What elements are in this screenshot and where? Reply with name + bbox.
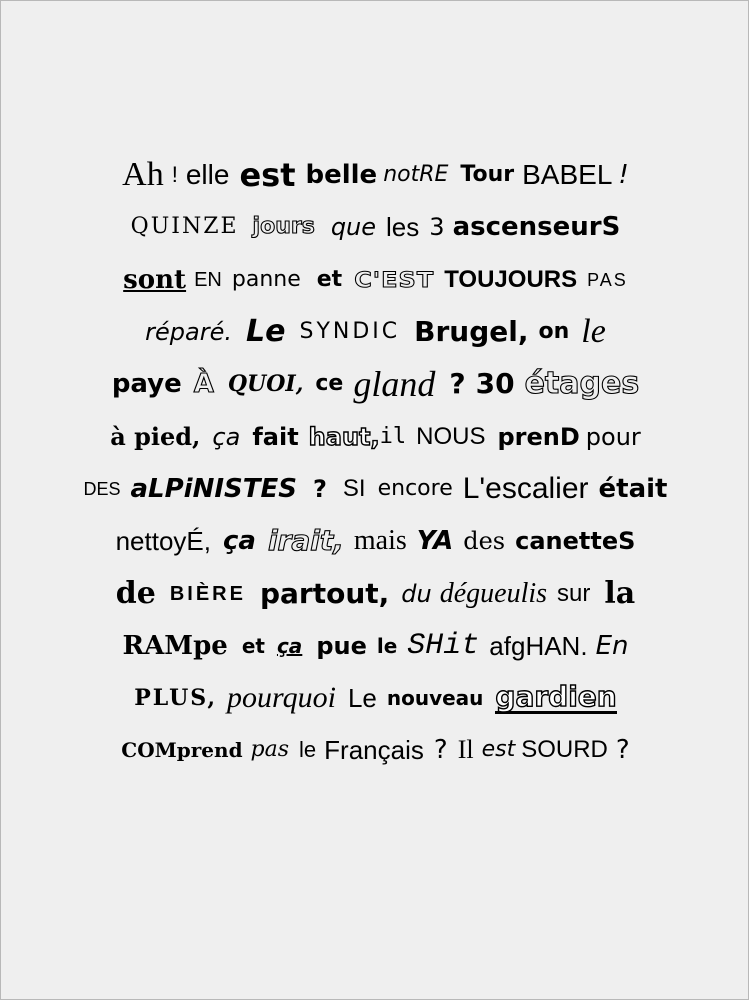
text-line <box>23 620 728 672</box>
text-line <box>23 306 728 358</box>
word: ça <box>212 422 241 451</box>
text-line <box>23 149 728 201</box>
word: sont <box>123 264 187 295</box>
word: pue <box>316 631 367 660</box>
word: notRE <box>383 162 449 188</box>
word: il <box>379 423 407 449</box>
text-line <box>23 672 728 724</box>
ransom-note-text <box>23 149 728 777</box>
word: réparé. <box>145 318 233 347</box>
word: RAMpe <box>122 630 228 661</box>
word: est <box>239 156 296 195</box>
word: COMprend <box>121 738 243 763</box>
word: C'EST <box>354 267 435 293</box>
word: le <box>581 313 606 351</box>
text-line <box>23 724 728 776</box>
word: Le <box>246 314 286 350</box>
word: EN <box>194 268 222 291</box>
word: était <box>598 473 668 504</box>
text-line <box>23 410 728 462</box>
word: YA <box>416 526 454 557</box>
word: paye <box>111 369 182 400</box>
word: SOURD <box>521 736 608 764</box>
word: nouveau <box>386 686 484 711</box>
word: QUOI, <box>227 371 304 398</box>
word: pour <box>585 422 641 451</box>
word: En <box>595 630 629 661</box>
word: on <box>538 319 570 345</box>
word: SYNDIC <box>299 319 401 345</box>
word: QUINZE <box>130 214 239 240</box>
word: ce <box>315 371 344 397</box>
word: 3 <box>429 213 445 242</box>
text-line <box>23 254 728 306</box>
text-line <box>23 463 728 515</box>
word: SI <box>342 474 366 502</box>
word: Tour <box>460 162 515 188</box>
word: À <box>193 369 214 400</box>
word: aLPiNISTES <box>130 473 297 504</box>
word: ? <box>615 735 630 766</box>
word: irait, <box>267 524 344 558</box>
word: étages <box>524 366 640 402</box>
word: fait <box>252 422 299 451</box>
word: Ah <box>122 156 164 194</box>
word: Brugel, <box>414 315 529 349</box>
word: BIÈRE <box>169 582 246 605</box>
word: 30 <box>475 367 515 401</box>
word: ? <box>312 474 327 503</box>
word: que <box>330 213 377 242</box>
word: panne <box>231 266 301 292</box>
word: le <box>376 633 398 658</box>
word: BABEL <box>522 159 613 191</box>
word: L'escalier <box>462 471 589 505</box>
word: NOUS <box>416 422 486 450</box>
word: jours <box>252 214 315 240</box>
word: sur <box>557 579 591 607</box>
word: la <box>604 575 636 611</box>
word: PAS <box>587 269 628 290</box>
word: PLUS, <box>134 685 218 712</box>
word: est <box>481 737 516 763</box>
text-line <box>23 201 728 253</box>
word: gardien <box>495 679 617 713</box>
word: ? <box>449 367 466 401</box>
word: à pied, <box>110 421 201 451</box>
text-line <box>23 358 728 410</box>
word: pas <box>250 737 290 763</box>
word: mais <box>353 525 407 557</box>
word: et <box>316 266 343 292</box>
word: ? <box>433 735 448 766</box>
word: canetteS <box>515 527 636 556</box>
word: haut, <box>308 422 380 451</box>
word: ! <box>171 162 178 188</box>
text-line <box>23 567 728 619</box>
word: dégueulis <box>439 577 548 609</box>
word: de <box>115 575 156 611</box>
word: des <box>463 527 506 556</box>
word: le <box>299 737 317 763</box>
word: du <box>401 579 432 608</box>
word: TOUJOURS <box>444 265 578 293</box>
word: les <box>386 212 420 243</box>
word: belle <box>305 160 378 191</box>
word: pourquoi <box>227 681 336 715</box>
word: ça <box>276 633 303 658</box>
word: Le <box>347 683 377 714</box>
word: afgHAN. <box>489 630 588 661</box>
word: Il <box>457 735 474 765</box>
word: elle <box>185 159 230 191</box>
word: encore <box>377 475 453 501</box>
word: DES <box>83 478 121 499</box>
word: gland <box>353 364 436 405</box>
word: Français <box>324 735 424 766</box>
word: et <box>241 633 265 658</box>
word: partout, <box>259 576 390 610</box>
word: ça <box>222 526 256 557</box>
word: ascenseurS <box>452 212 621 243</box>
word: SHit <box>407 628 480 663</box>
word: nettoyÉ, <box>115 526 211 557</box>
word: prenD <box>497 422 580 451</box>
text-line <box>23 515 728 567</box>
word: ! <box>618 160 629 191</box>
